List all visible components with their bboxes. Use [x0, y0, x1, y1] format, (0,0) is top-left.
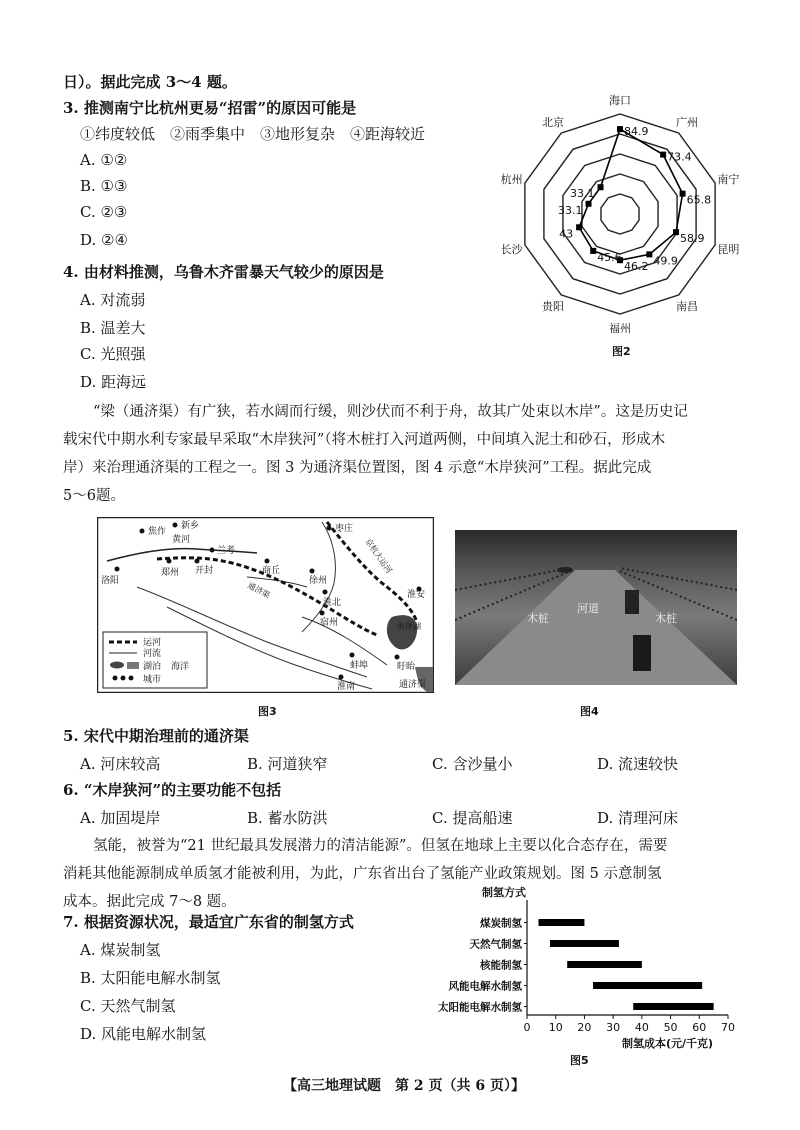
range-bar [593, 982, 702, 989]
radar-category-label: 南宁 [717, 172, 740, 186]
radar-category-label: 广州 [676, 115, 699, 129]
map-label: 兰考 [217, 546, 236, 556]
figure-5-caption: 图5 [570, 1054, 589, 1067]
legend-lake: 湖泊 [143, 662, 162, 672]
map-label: 淮安 [407, 590, 426, 600]
q4-option-d[interactable]: D. 距海远 [80, 373, 147, 391]
range-bar [538, 919, 584, 926]
x-tick-label: 10 [548, 1021, 563, 1034]
figure-5-cost-chart [410, 880, 750, 1050]
radar-category-label: 南昌 [676, 300, 699, 314]
category-label: 核能制氢 [480, 959, 522, 972]
radar-value-label: 33.1 [558, 203, 583, 217]
page-footer: 【高三地理试题 第 2 页（共 6 页）】 [283, 1078, 525, 1094]
x-tick-label: 0 [523, 1021, 531, 1034]
radar-value-label: 84.9 [624, 125, 649, 139]
q4-stem: 4. 由材料推测，乌鲁木齐雷暴天气较少的原因是 [63, 263, 384, 281]
radar-ring [525, 114, 715, 314]
map-label: 焦作 [148, 527, 167, 537]
q6-option-b[interactable]: B. 蓄水防洪 [247, 809, 328, 827]
map-label: 洪泽湖 [397, 622, 421, 631]
radar-value-label: 58.9 [680, 232, 705, 246]
figure-2-radar-chart [490, 88, 750, 358]
q6-option-a[interactable]: A. 加固堤岸 [80, 809, 161, 827]
x-tick-label: 70 [721, 1021, 735, 1034]
q6-option-d[interactable]: D. 清理河床 [597, 809, 679, 827]
x-tick-label: 50 [663, 1021, 678, 1034]
map-label: 新乡 [181, 521, 200, 531]
map-label: 宿州 [320, 618, 339, 628]
radar-point [586, 201, 592, 207]
q3-option-a[interactable]: A. ①② [80, 151, 128, 169]
map-label: 盱眙 [397, 662, 416, 672]
legend-canal: 运河 [143, 638, 162, 648]
range-bar [567, 961, 642, 968]
map-label: 淮北 [323, 598, 342, 608]
radar-ring [601, 194, 639, 234]
radar-point [660, 152, 666, 158]
chart-title: 制氢方式 [482, 886, 526, 899]
legend-sea: 海洋 [171, 662, 190, 672]
radar-point [590, 248, 596, 254]
radar-value-label: 49.9 [653, 254, 678, 268]
q3-items: ①纬度较低 ②雨季集中 ③地形复杂 ④距海较近 [80, 125, 426, 143]
q7-option-a[interactable]: A. 煤炭制氢 [80, 941, 161, 959]
x-tick-label: 20 [577, 1021, 592, 1034]
radar-category-label: 北京 [541, 115, 564, 129]
q4-option-b[interactable]: B. 温差大 [80, 319, 146, 337]
radar-value-label: 43 [559, 227, 574, 241]
q6-option-c[interactable]: C. 提高船速 [432, 809, 513, 827]
radar-category-label: 长沙 [500, 243, 523, 257]
map-label: 洛阳 [101, 576, 120, 586]
q5-option-b[interactable]: B. 河道狭窄 [247, 755, 328, 773]
map-legend [103, 632, 207, 688]
radar-point [598, 184, 604, 190]
radar-category-label: 杭州 [500, 172, 523, 186]
range-bar [550, 940, 619, 947]
radar-ring [582, 174, 658, 254]
map-label: 商丘 [262, 566, 281, 576]
passage-line: 载宋代中期水利专家最早采取“木岸狭河”（将木桩打入河道两侧，中间填入泥土和砂石，形成木 [63, 432, 666, 448]
x-tick-label: 40 [634, 1021, 649, 1034]
q3-option-b[interactable]: B. ①③ [80, 177, 128, 195]
radar-value-label: 46.2 [624, 260, 649, 274]
x-tick-label: 60 [692, 1021, 707, 1034]
passage-line: 消耗其他能源制成单质氢才能被利用，为此，广东省出台了氢能产业政策规划。图 5 示意制氢 [63, 866, 662, 882]
radar-point [646, 251, 652, 257]
radar-category-label: 福州 [609, 322, 631, 335]
q7-option-b[interactable]: B. 太阳能电解水制氢 [80, 969, 221, 987]
q4-option-c[interactable]: C. 光照强 [80, 345, 146, 363]
radar-point [680, 191, 686, 197]
q6-stem: 6. “木岸狭河”的主要功能不包括 [63, 781, 282, 799]
q3-option-d[interactable]: D. ②④ [80, 231, 128, 249]
radar-value-label: 73.4 [667, 150, 692, 164]
x-axis-label: 制氢成本(元/千克) [621, 1037, 714, 1050]
radar-category-label: 昆明 [717, 243, 740, 257]
radar-point [576, 224, 582, 230]
passage-line: 岸）来治理通济渠的工程之一。图 3 为通济渠位置图，图 4 示意“木岸狭河”工程。据此完成 [63, 460, 652, 476]
q4-option-a[interactable]: A. 对流弱 [80, 291, 146, 309]
map-label: 开封 [195, 566, 214, 576]
figure-3-map [97, 517, 434, 693]
passage-line: 5～6题。 [63, 488, 125, 504]
radar-value-label: 65.8 [686, 193, 712, 207]
q5-stem: 5. 宋代中期治理前的通济渠 [63, 727, 249, 745]
map-label: 郑州 [161, 568, 180, 578]
q7-stem: 7. 根据资源状况，最适宜广东省的制氢方式 [63, 913, 354, 931]
x-tick-label: 30 [606, 1021, 621, 1034]
q7-option-d[interactable]: D. 风能电解水制氢 [80, 1025, 207, 1043]
legend-river: 河流 [143, 649, 162, 659]
intro-tail: 日）。据此完成 3～4 题。 [63, 73, 237, 91]
q3-stem: 3. 推测南宁比杭州更易“招雷”的原因可能是 [63, 99, 357, 117]
legend-city: 城市 [143, 675, 162, 685]
figure-4-caption: 图4 [580, 705, 599, 718]
q5-option-d[interactable]: D. 流速较快 [597, 755, 679, 773]
figure-2-caption: 图2 [612, 345, 631, 358]
figure-3-caption: 图3 [258, 705, 277, 718]
map-label: 蚌埠 [350, 661, 369, 671]
photo-label-stake-left: 木桩 [527, 612, 549, 625]
category-label: 风能电解水制氢 [448, 980, 522, 993]
photo-label-stake-right: 木桩 [655, 612, 677, 625]
map-label: 通济渠 [246, 580, 272, 601]
map-label: 京杭大运河 [363, 536, 394, 575]
category-label: 太阳能电解水制氢 [438, 1001, 522, 1014]
passage-line: 成本。据此完成 7～8 题。 [63, 894, 236, 910]
range-bar [633, 1003, 713, 1010]
map-label: 通济渠 [399, 680, 427, 690]
category-label: 天然气制氢 [469, 938, 522, 951]
passage-line: “梁（通济渠）有广狭，若水阔而行缓，则沙伏而不利于舟，故其广处束以木岸”。这是历史记 [93, 404, 688, 420]
q5-option-c[interactable]: C. 含沙量小 [432, 755, 513, 773]
radar-category-label: 海口 [609, 94, 631, 107]
passage-line: 氢能，被誉为“21 世纪最具发展潜力的清洁能源”。但氢在地球上主要以化合态存在，需要 [93, 838, 668, 854]
figure-4-photo [455, 530, 737, 685]
passage-tongjiqu [63, 398, 688, 510]
category-label: 煤炭制氢 [480, 917, 522, 930]
radar-point [617, 126, 623, 132]
map-label: 徐州 [309, 576, 328, 586]
radar-value-label: 33.1 [570, 187, 595, 201]
q5-option-a[interactable]: A. 河床较高 [80, 755, 161, 773]
q7-option-c[interactable]: C. 天然气制氢 [80, 997, 176, 1015]
map-label: 枣庄 [335, 524, 354, 534]
map-label: 黄河 [172, 535, 191, 545]
photo-label-channel: 河道 [577, 602, 599, 615]
q3-option-c[interactable]: C. ②③ [80, 203, 128, 221]
radar-category-label: 贵阳 [541, 300, 564, 314]
radar-point [673, 229, 679, 235]
radar-value-label: 45.6 [597, 250, 622, 264]
map-label: 淮南 [337, 682, 356, 692]
